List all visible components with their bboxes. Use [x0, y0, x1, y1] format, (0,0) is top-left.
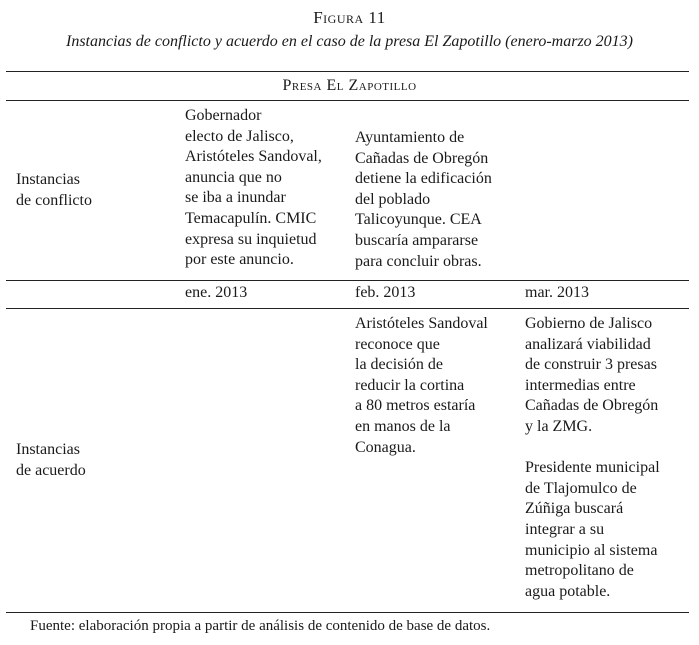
- date-jan: ene. 2013: [185, 284, 248, 301]
- table-bottom-rule: [6, 612, 689, 613]
- figure-subtitle: Instancias de conflicto y acuerdo en el caso de la presa El Zapotillo (enero-marzo 2013): [65, 33, 633, 50]
- agreement-mar-cell: Gobierno de Jalisco analizará viabilidad de construir 3 presas intermedias entre Cañadas de Obregón y la ZMG. Presidente municipal de Tlajomulco de Zúñiga buscará integrar a su municipio al sistema metropolitano de agua potable.: [525, 315, 660, 600]
- date-mar: mar. 2013: [525, 284, 589, 301]
- table-header: Presa El Zapotillo: [282, 77, 417, 94]
- agreement-feb-cell: Aristóteles Sandoval reconoce que la decisión de reducir la cortina a 80 metros estaría en manos de la Conagua.: [355, 315, 488, 456]
- date-feb: feb. 2013: [355, 284, 416, 301]
- conflict-jan-cell: Gobernador electo de Jalisco, Aristóteles Sandoval, anuncia que no se iba a inundar Temacapulín. CMIC expresa su inquietud por este anuncio.: [185, 107, 322, 269]
- conflict-bottom-rule: [6, 280, 689, 281]
- row-label-agreement: Instancias de acuerdo: [16, 441, 86, 479]
- conflict-feb-cell: Ayuntamiento de Cañadas de Obregón detiene la edificación del poblado Talicoyunque. CEA buscaría ampararse para concluir obras.: [355, 129, 492, 270]
- row-label-conflict: Instancias de conflicto: [16, 171, 92, 209]
- dates-bottom-rule: [6, 308, 689, 309]
- header-rule: [6, 100, 689, 101]
- table-top-rule: [6, 71, 689, 72]
- figure-title: Figura 11: [313, 8, 386, 27]
- source-footnote: Fuente: elaboración propia a partir de análisis de contenido de base de datos.: [30, 618, 491, 634]
